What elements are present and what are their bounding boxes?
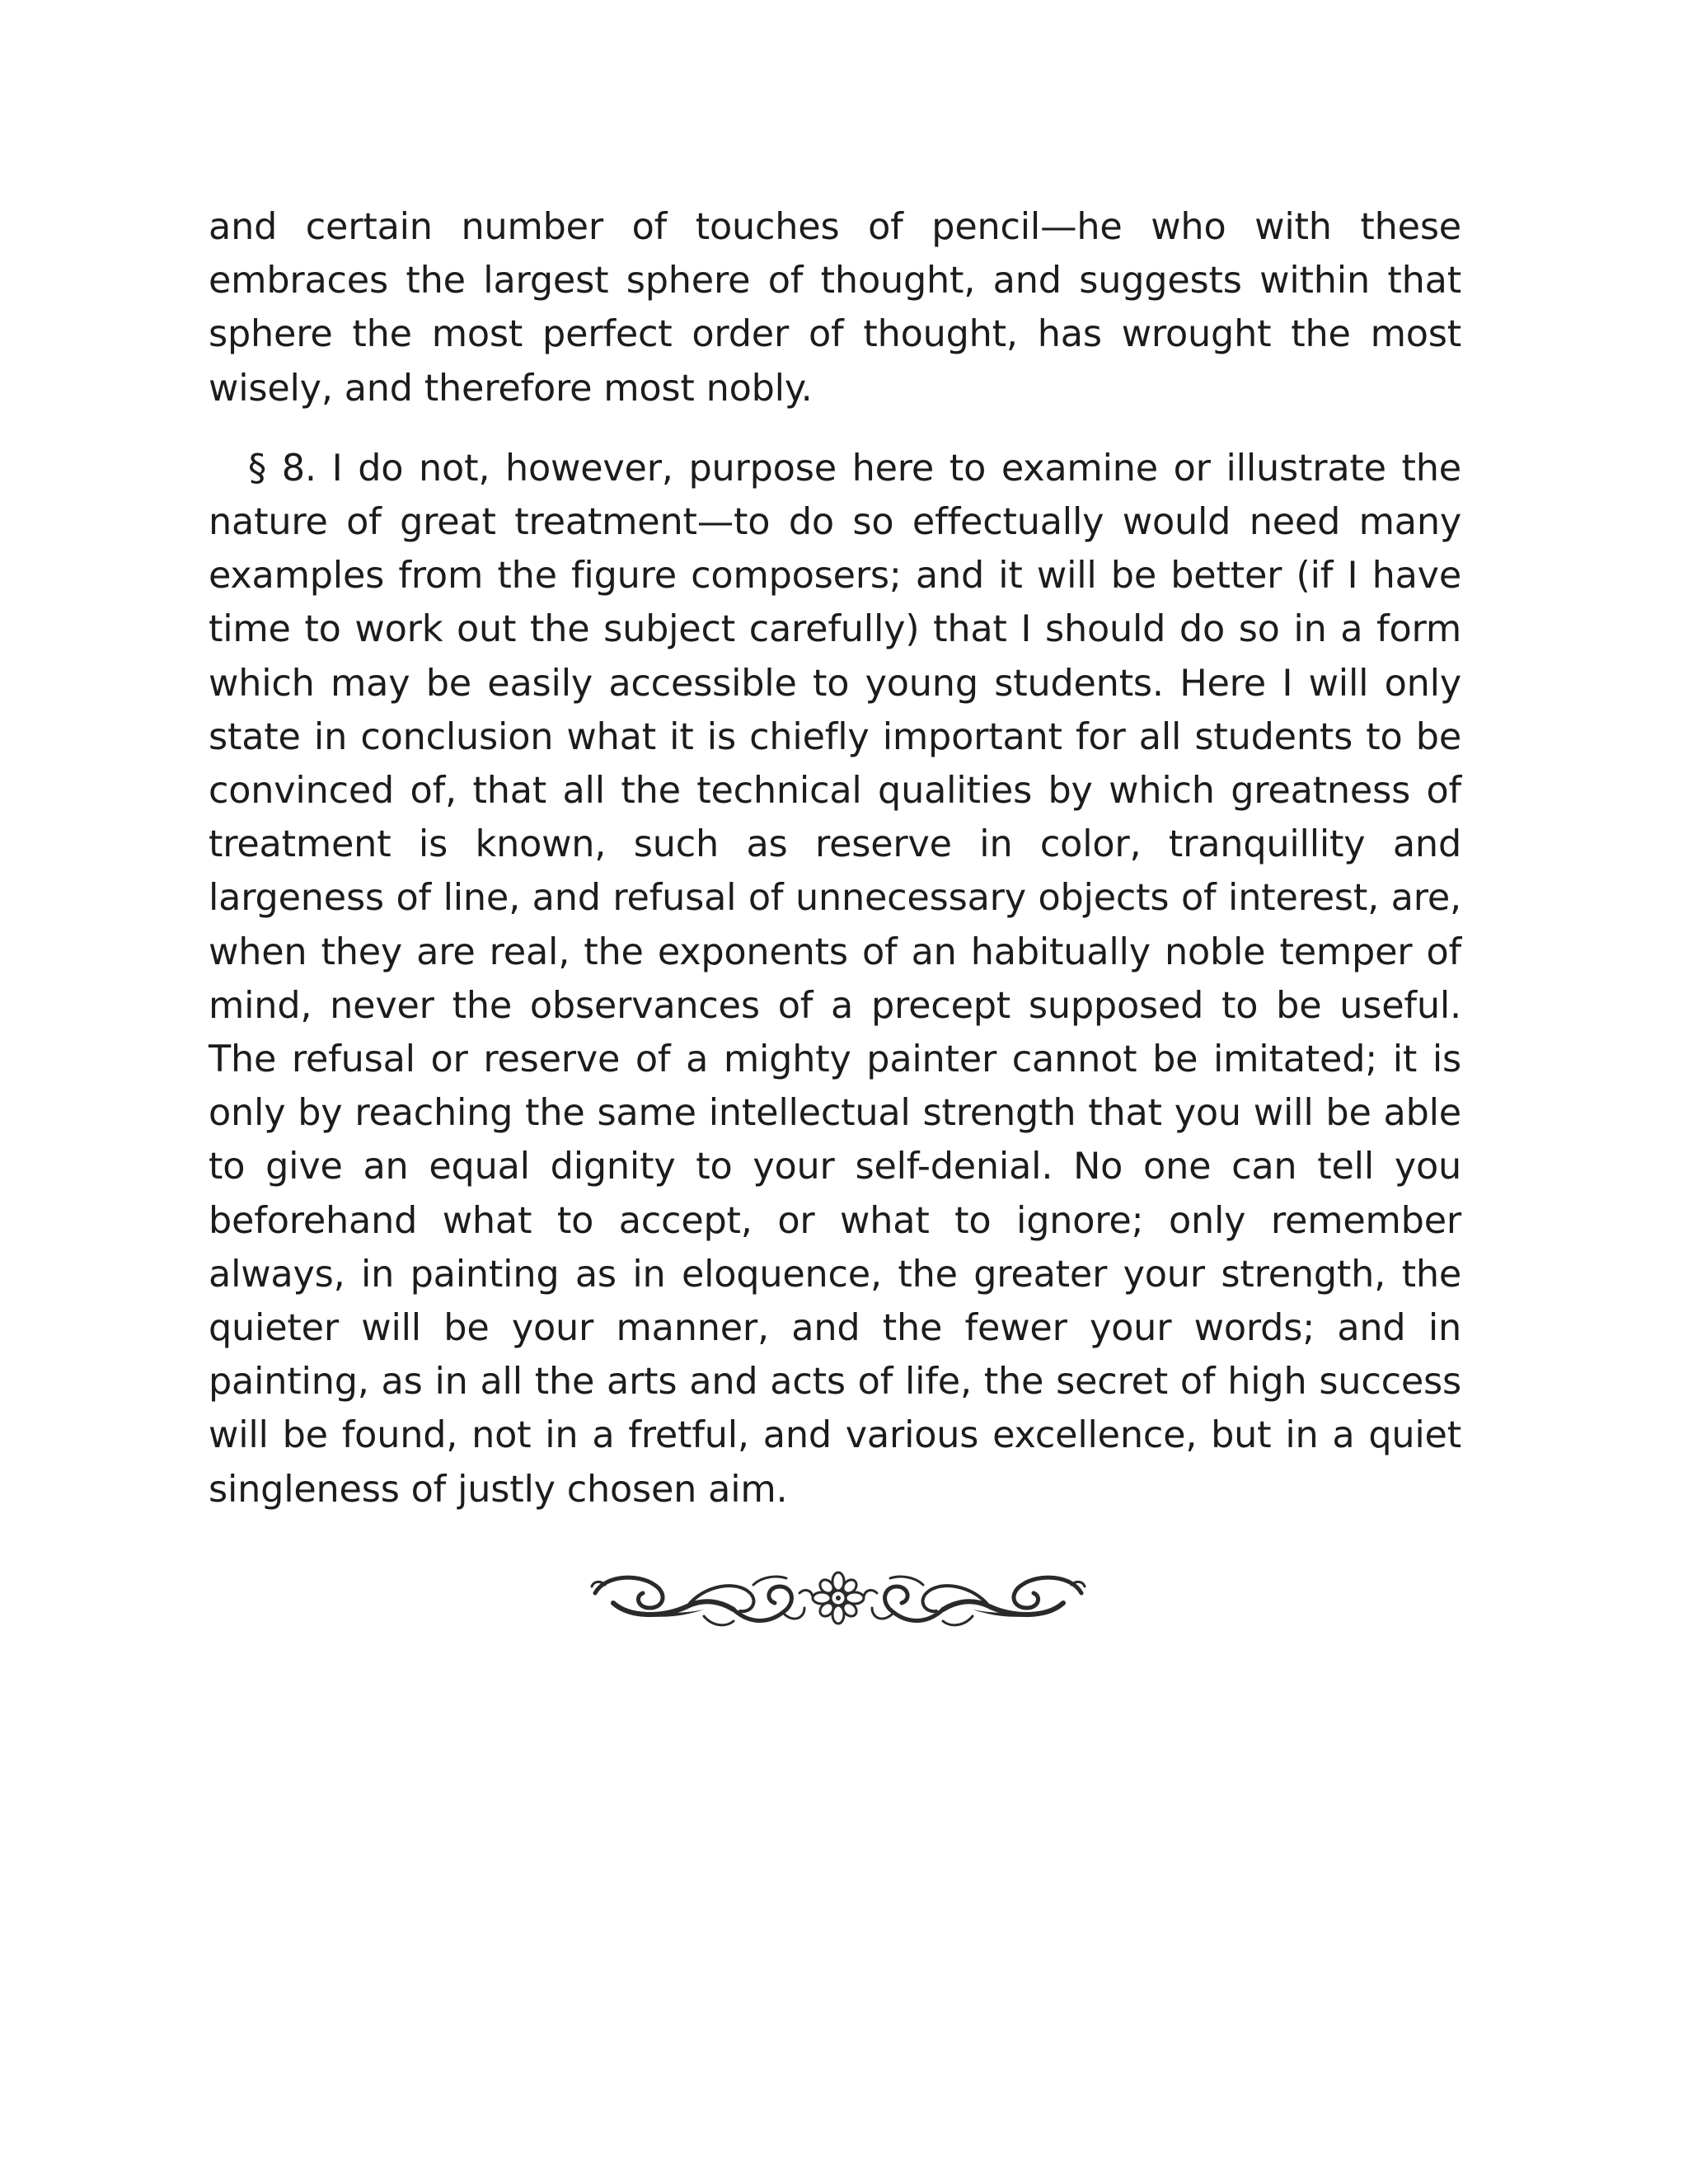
paragraph-continuation: and certain number of touches of pencil—he who with these embraces the largest sphere of thought, and suggests within that sphere the most perfect order of thought, has wrought the most wisely, and therefore most nobly.	[209, 206, 1461, 410]
floral-scroll-ornament-icon	[588, 1560, 1088, 1636]
paragraph-section-8: § 8. I do not, however, purpose here to examine or illustrate the nature of great treatment—to do so effectually would need many examples from the figure composers; and it will be better (if I have time to work out the subject carefully) that I should do so in a form which may be easily accessible to young students. Here I will only state in conclusion what it is chiefly important for all students to be convinced of, that all the technical qualities by which greatness of treatment is known, such as reserve in color, tranquillity and largeness of line, and refusal of unnecessary objects of interest, are, when they are real, the exponents of an habitually noble temper of mind, never the observances of a precept supposed to be useful. The refusal or reserve of a mighty painter cannot be imitated; it is only by reaching the same intellectual strength that you will be able to give an equal dignity to your self-denial. No one can tell you beforehand what to accept, or what to ignore; only remember always, in painting as in eloquence, the greater your strength, the quieter will be your manner, and the fewer your words; and in painting, as in all the arts and acts of life, the secret of high success will be found, not in a fretful, and various excellence, but in a quiet singleness of justly chosen aim.	[209, 447, 1461, 1511]
body-text	[209, 200, 1461, 1516]
